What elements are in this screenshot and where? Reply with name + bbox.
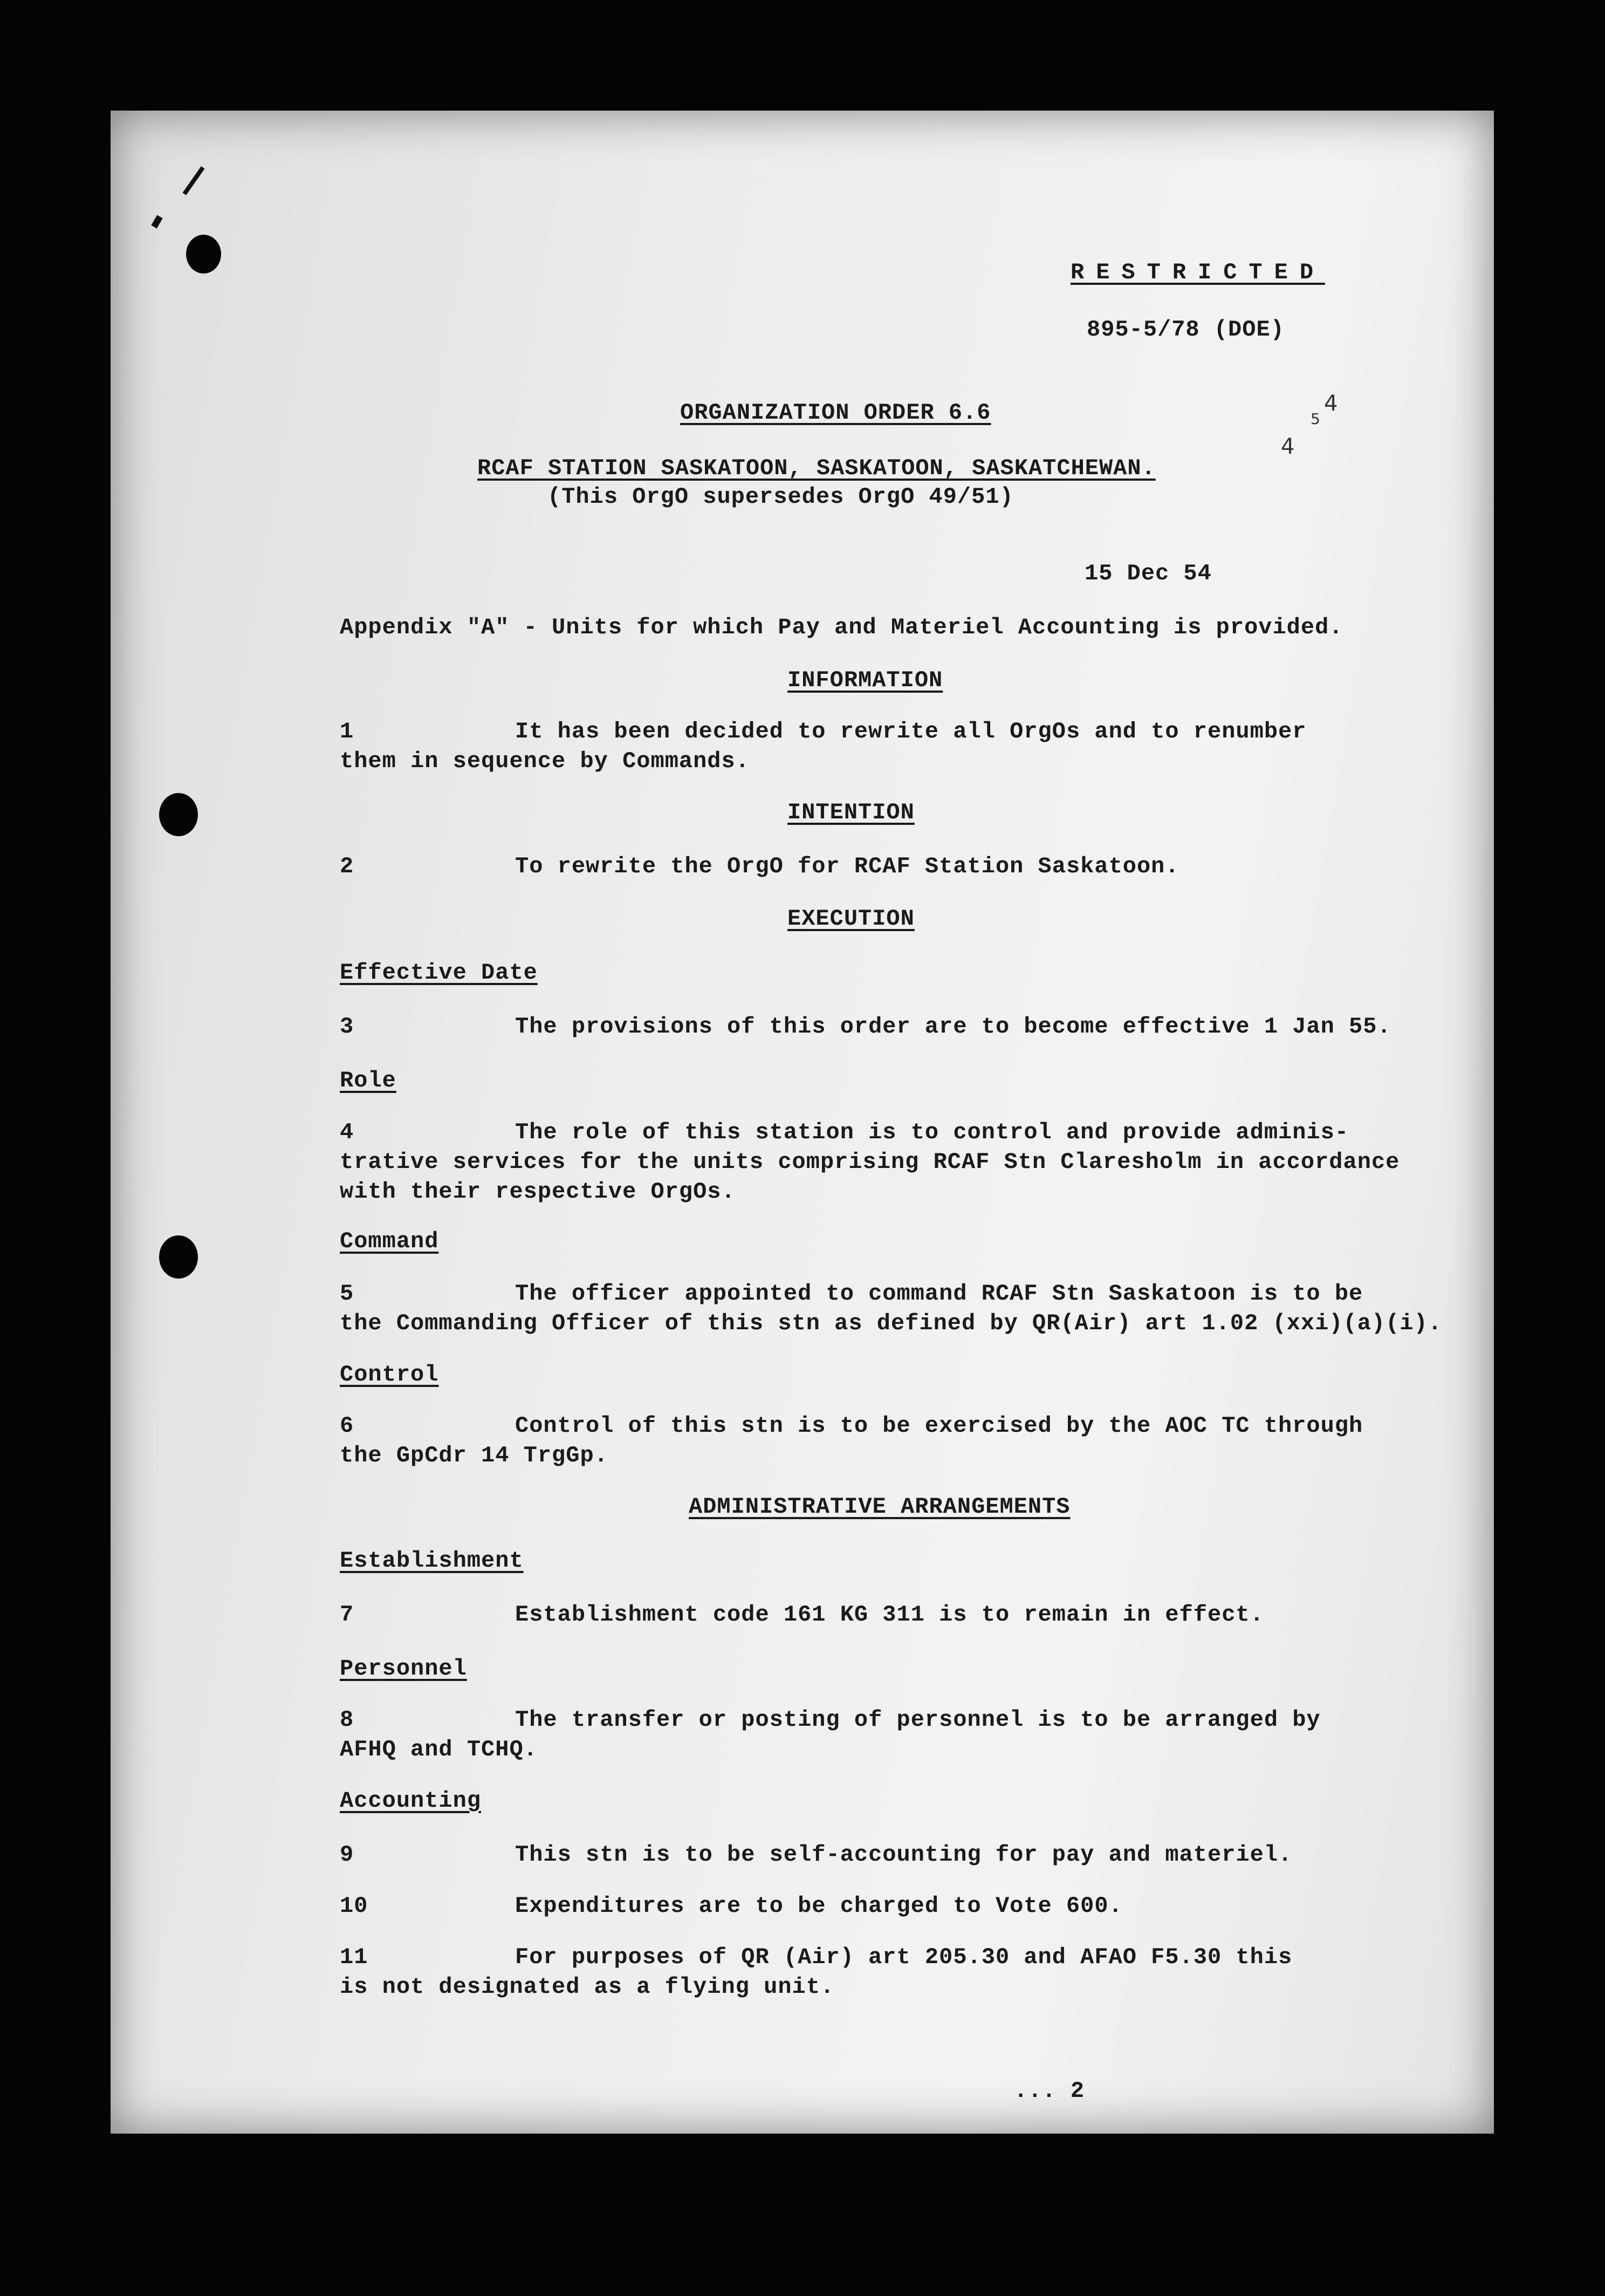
punch-hole <box>186 235 221 274</box>
paragraph-text: Establishment code 161 KG 311 is to remain in effect. <box>515 1602 1264 1628</box>
paragraph-number: 8 <box>340 1707 354 1733</box>
document-subtitle: RCAF STATION SASKATOON, SASKATOON, SASKATCHEWAN. <box>477 455 1156 481</box>
classification-marking: RESTRICTED <box>1071 259 1326 285</box>
paragraph-text: For purposes of QR (Air) art 205.30 and AFAO F5.30 this <box>515 1944 1293 1970</box>
subheading-role: Role <box>340 1068 396 1094</box>
file-reference: 895-5/78 (DOE) <box>1087 317 1285 343</box>
paragraph-number: 3 <box>340 1014 354 1040</box>
section-heading-intention: INTENTION <box>787 800 915 825</box>
ink-mark <box>151 215 162 228</box>
punch-hole <box>159 793 198 836</box>
section-heading-information: INFORMATION <box>787 667 943 693</box>
margin-note: 4 <box>1324 391 1338 416</box>
continuation-marker: ... 2 <box>1014 2078 1085 2104</box>
paragraph-number: 2 <box>340 853 354 879</box>
paragraph-number: 11 <box>340 1944 368 1970</box>
document-page <box>111 111 1494 2134</box>
paragraph-text: This stn is to be self-accounting for pay and materiel. <box>515 1842 1293 1868</box>
paragraph-text: trative services for the units comprising RCAF Stn Claresholm in accordance <box>340 1149 1400 1175</box>
paragraph-number: 7 <box>340 1602 354 1628</box>
paragraph-text: the GpCdr 14 TrgGp. <box>340 1443 608 1468</box>
subheading-personnel: Personnel <box>340 1656 467 1682</box>
supersedes-note: (This OrgO supersedes OrgO 49/51) <box>547 484 1014 510</box>
paragraph-text: To rewrite the OrgO for RCAF Station Saskatoon. <box>515 853 1179 879</box>
document-title: ORGANIZATION ORDER 6.6 <box>680 400 991 426</box>
paragraph-number: 10 <box>340 1893 368 1919</box>
paragraph-number: 5 <box>340 1281 354 1307</box>
paragraph-number: 9 <box>340 1842 354 1868</box>
section-heading-execution: EXECUTION <box>787 906 915 932</box>
ink-mark <box>183 166 205 195</box>
subheading-accounting: Accounting <box>340 1788 482 1814</box>
paragraph-text: Control of this stn is to be exercised by the AOC TC through <box>515 1413 1363 1439</box>
paragraph-text: them in sequence by Commands. <box>340 748 750 774</box>
paragraph-text: The transfer or posting of personnel is to be arranged by <box>515 1707 1321 1733</box>
paragraph-text: is not designated as a flying unit. <box>340 1974 835 2000</box>
margin-note: 5 <box>1311 410 1320 428</box>
paragraph-number: 6 <box>340 1413 354 1439</box>
paragraph-number: 4 <box>340 1119 354 1145</box>
paragraph-text: Expenditures are to be charged to Vote 600. <box>515 1893 1123 1919</box>
paragraph-text: The role of this station is to control and provide adminis- <box>515 1119 1349 1145</box>
paragraph-text: It has been decided to rewrite all OrgOs and to renumber <box>515 719 1307 744</box>
order-date: 15 Dec 54 <box>1085 561 1212 586</box>
paragraph-number: 1 <box>340 719 354 744</box>
subheading-command: Command <box>340 1228 439 1254</box>
margin-note: 4 <box>1281 434 1295 459</box>
subheading-control: Control <box>340 1362 439 1388</box>
section-heading-admin: ADMINISTRATIVE ARRANGEMENTS <box>689 1494 1071 1520</box>
paragraph-text: The officer appointed to command RCAF Stn Saskatoon is to be <box>515 1281 1363 1307</box>
paragraph-text: The provisions of this order are to become effective 1 Jan 55. <box>515 1014 1391 1040</box>
subheading-establishment: Establishment <box>340 1548 524 1574</box>
punch-hole <box>159 1235 198 1279</box>
subheading-effective-date: Effective Date <box>340 960 538 986</box>
paragraph-text: with their respective OrgOs. <box>340 1179 736 1205</box>
paragraph-text: the Commanding Officer of this stn as defined by QR(Air) art 1.02 (xxi)(a)(i). <box>340 1310 1442 1336</box>
paragraph-text: AFHQ and TCHQ. <box>340 1737 538 1762</box>
appendix-line: Appendix "A" - Units for which Pay and Materiel Accounting is provided. <box>340 614 1343 640</box>
